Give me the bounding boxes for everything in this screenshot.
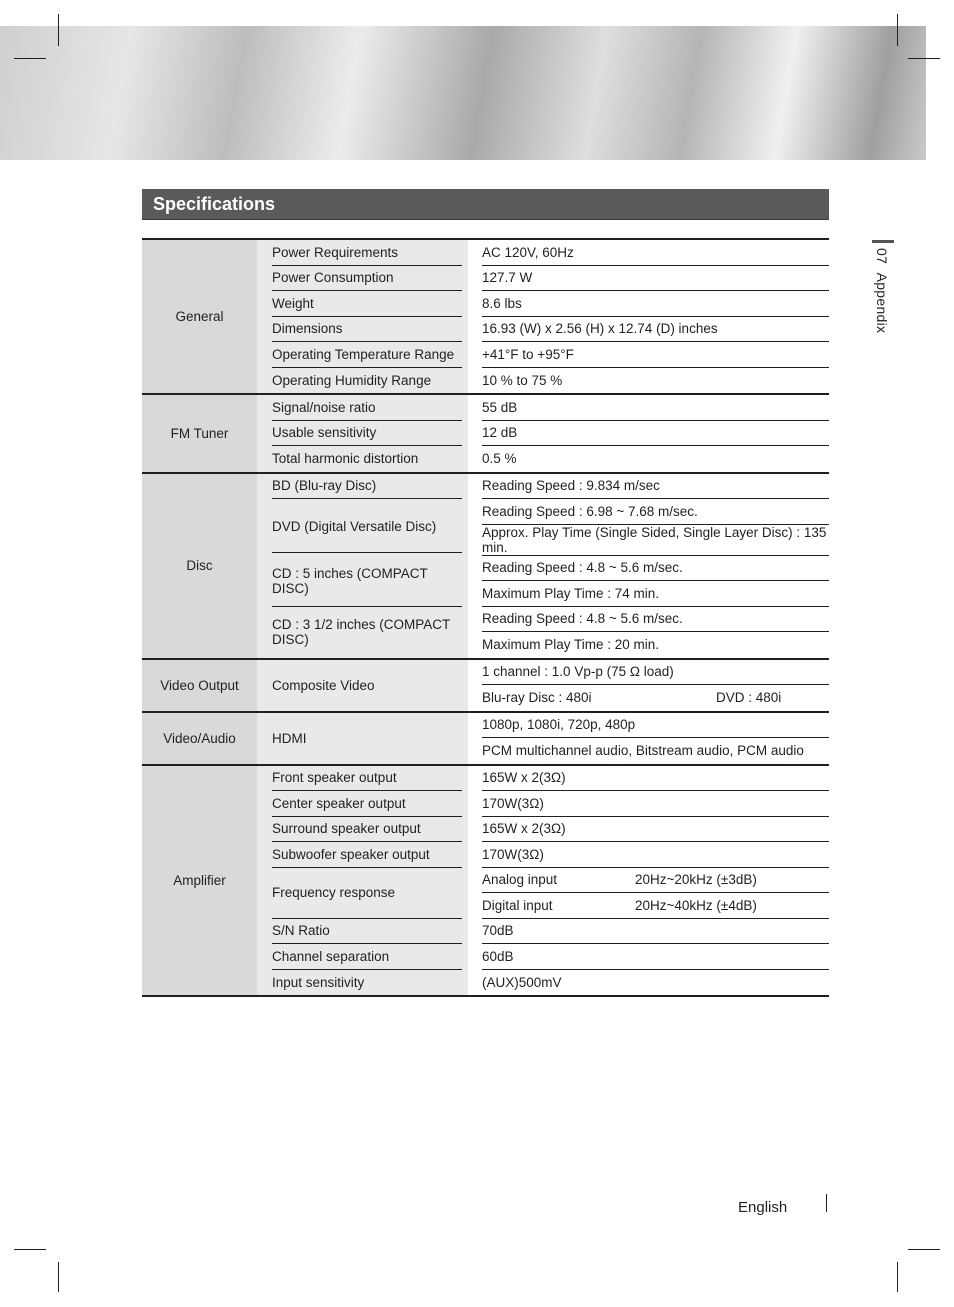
spec-value: Approx. Play Time (Single Sided, Single Layer Disc) : 135 min.	[482, 525, 829, 556]
crop-mark	[14, 58, 46, 59]
spec-sublabel: Analog input	[482, 872, 558, 888]
spec-label: Subwoofer speaker output	[272, 842, 462, 868]
crop-mark	[908, 1249, 940, 1250]
specifications-table	[142, 238, 829, 997]
spec-label: Weight	[272, 291, 462, 317]
spec-value: 170W(3Ω)	[482, 791, 829, 817]
footer-language: English	[738, 1199, 788, 1216]
spec-sublabel: Digital input	[482, 897, 553, 913]
spec-value: 127.7 W	[482, 266, 829, 292]
spec-value: Reading Speed : 6.98 ~ 7.68 m/sec.	[482, 499, 829, 525]
spec-value: Blu-ray Disc : 480i	[482, 690, 592, 706]
footer-divider	[826, 1194, 827, 1212]
spec-label: Composite Video	[272, 677, 375, 693]
header-banner	[0, 26, 926, 160]
spec-value: Reading Speed : 4.8 ~ 5.6 m/sec.	[482, 556, 829, 582]
spec-value: 12 dB	[482, 421, 829, 447]
crop-mark	[14, 1249, 46, 1250]
spec-value: (AUX)500mV	[482, 974, 562, 990]
spec-value: Maximum Play Time : 74 min.	[482, 581, 829, 607]
spec-value: Reading Speed : 9.834 m/sec	[482, 474, 829, 500]
crop-mark	[897, 1262, 898, 1292]
spec-value: 1 channel : 1.0 Vp-p (75 Ω load)	[482, 660, 829, 686]
spec-label: Power Requirements	[272, 240, 462, 266]
category-video-output: Video Output	[142, 659, 257, 712]
category-fm-tuner: FM Tuner	[142, 394, 257, 473]
spec-label: S/N Ratio	[272, 919, 462, 945]
crop-mark	[58, 14, 59, 46]
spec-value: Reading Speed : 4.8 ~ 5.6 m/sec.	[482, 607, 829, 633]
spec-value: AC 120V, 60Hz	[482, 240, 829, 266]
spec-value: 165W x 2(3Ω)	[482, 817, 829, 843]
spec-label: HDMI	[272, 730, 307, 746]
spec-label: Channel separation	[272, 944, 462, 970]
spec-label: Surround speaker output	[272, 817, 462, 843]
spec-value: +41°F to +95°F	[482, 342, 829, 368]
spec-label: Operating Humidity Range	[272, 372, 432, 388]
spec-value: 70dB	[482, 919, 829, 945]
chapter-tab-label	[874, 248, 890, 333]
spec-label: CD : 3 1/2 inches (COMPACT DISC)	[272, 617, 451, 647]
chapter-title: Appendix	[874, 272, 890, 334]
spec-value: 55 dB	[482, 395, 829, 421]
category-general: General	[142, 239, 257, 394]
crop-mark	[897, 14, 898, 46]
spec-value: 16.93 (W) x 2.56 (H) x 12.74 (D) inches	[482, 317, 829, 343]
spec-label: DVD (Digital Versatile Disc)	[272, 502, 462, 553]
spec-label: Power Consumption	[272, 266, 462, 292]
spec-label: Frequency response	[272, 868, 462, 919]
chapter-tab-bar	[872, 240, 894, 243]
section-title: Specifications	[142, 189, 829, 220]
spec-label: Total harmonic distortion	[272, 451, 419, 467]
spec-label: Dimensions	[272, 317, 462, 343]
category-video-audio: Video/Audio	[142, 712, 257, 765]
spec-value: 165W x 2(3Ω)	[482, 766, 829, 792]
spec-label: CD : 5 inches (COMPACT DISC)	[272, 556, 462, 607]
spec-value: 0.5 %	[482, 451, 517, 467]
spec-label: Signal/noise ratio	[272, 395, 462, 421]
spec-value: PCM multichannel audio, Bitstream audio, PCM audio	[482, 743, 804, 759]
spec-value: 8.6 lbs	[482, 291, 829, 317]
spec-value: 60dB	[482, 944, 829, 970]
crop-mark	[58, 1262, 59, 1292]
crop-mark	[908, 58, 940, 59]
spec-label: Center speaker output	[272, 791, 462, 817]
chapter-number: 07	[874, 248, 890, 265]
spec-label: Operating Temperature Range	[272, 342, 462, 368]
spec-label: Front speaker output	[272, 766, 462, 792]
category-disc: Disc	[142, 473, 257, 659]
category-amplifier: Amplifier	[142, 765, 257, 997]
spec-label: Input sensitivity	[272, 974, 365, 990]
spec-value: 20Hz~20kHz (±3dB)	[635, 872, 757, 888]
spec-value: 1080p, 1080i, 720p, 480p	[482, 713, 829, 739]
spec-label: BD (Blu-ray Disc)	[272, 474, 462, 500]
spec-value: DVD : 480i	[716, 690, 782, 706]
spec-label: Usable sensitivity	[272, 421, 462, 447]
spec-value: 20Hz~40kHz (±4dB)	[635, 897, 757, 913]
chapter-tab	[872, 240, 894, 360]
spec-value: Maximum Play Time : 20 min.	[482, 637, 660, 653]
spec-value: 170W(3Ω)	[482, 842, 829, 868]
spec-value: 10 % to 75 %	[482, 372, 563, 388]
